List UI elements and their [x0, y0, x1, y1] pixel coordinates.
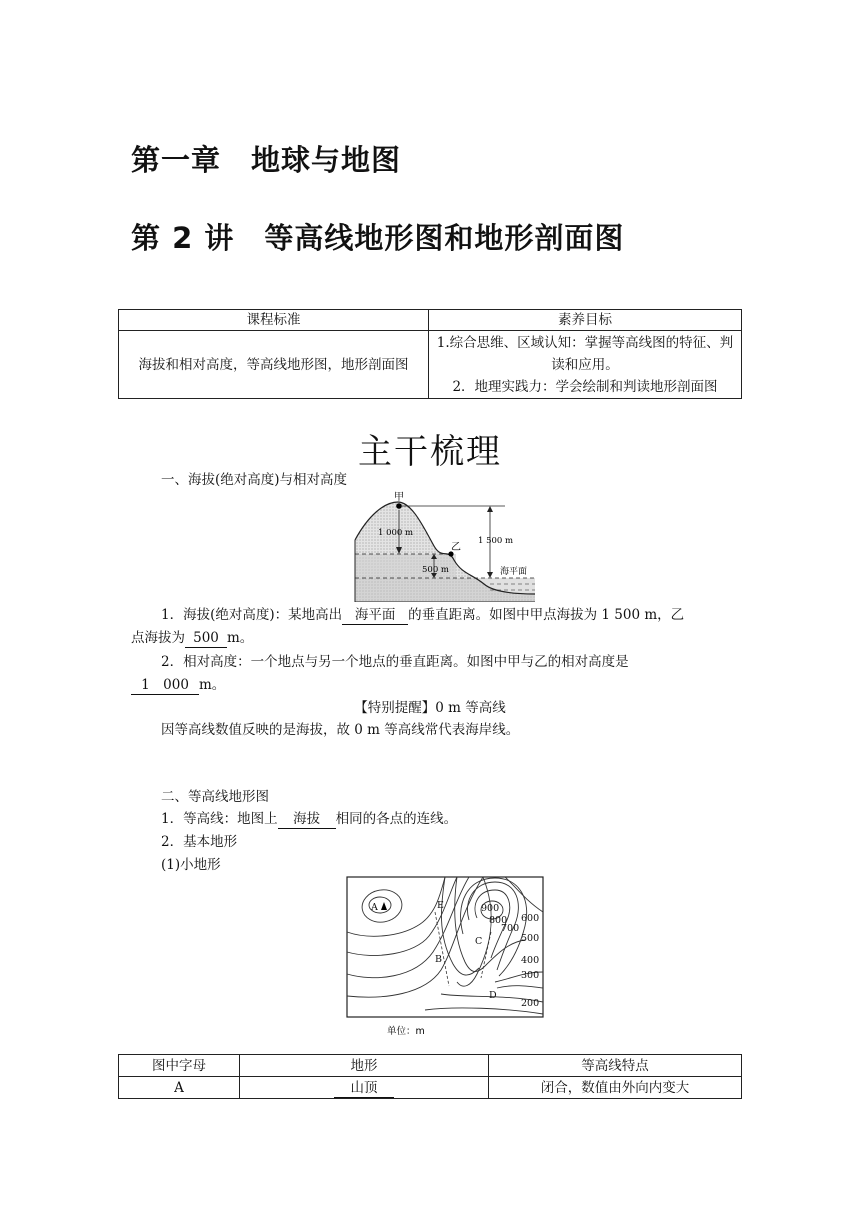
goals-cell	[429, 331, 742, 399]
tip-text: 因等高线数值反映的是海拔，故 0 m 等高线常代表海岸线。	[161, 722, 520, 738]
blank-sea-level: 海平面	[342, 607, 408, 625]
section-1-heading: 一、海拔(绝对高度)与相对高度	[161, 472, 348, 488]
s1-para-2-line-2	[131, 674, 225, 696]
altitude-figure	[350, 488, 546, 602]
s1-p1-a: 1．海拔(绝对高度)：某地高出	[161, 607, 343, 623]
section-2-heading: 二、等高线地形图	[161, 789, 269, 805]
map-label-900: 900	[481, 903, 500, 914]
table-cell-feature: 闭合，数值由外向内变大	[489, 1077, 742, 1099]
blank-peak: 山顶	[334, 1080, 394, 1098]
blank-500: 500	[185, 630, 227, 648]
table-header-landform: 地形	[240, 1055, 489, 1077]
standards-table	[118, 309, 742, 399]
map-label-300: 300	[521, 970, 540, 981]
table-header-letter: 图中字母	[119, 1055, 240, 1077]
s1-p1-d: m。	[227, 630, 254, 646]
s2-p1-a: 1．等高线：地图上	[161, 811, 278, 827]
s1-p1-c: 点海拔为	[131, 630, 185, 646]
s2-para-1	[161, 808, 457, 830]
s1-para-1-line-2	[131, 627, 253, 649]
s1-p1-b: 的垂直距离。如图中甲点海拔为 1 500 m，乙	[408, 607, 685, 623]
tip-title: 【特别提醒】0 m 等高线	[354, 700, 506, 716]
s2-p1-b: 相同的各点的连线。	[335, 811, 458, 827]
map-label-800: 800	[489, 915, 508, 926]
label-sea-level: 海平面	[500, 567, 528, 577]
landform-table	[118, 1054, 742, 1099]
label-yi: 乙	[451, 542, 461, 553]
goals-header: 素养目标	[429, 310, 742, 331]
label-1000m: 1 000 m	[378, 528, 414, 538]
blank-1000: 1 000	[131, 677, 199, 695]
s2-para-3: (1)小地形	[161, 857, 221, 873]
map-label-B: B	[435, 954, 442, 965]
label-1500m: 1 500 m	[478, 536, 514, 546]
chapter-title: 第一章 地球与地图	[131, 143, 402, 177]
map-label-500: 500	[521, 933, 540, 944]
s1-p2-b: m。	[199, 677, 226, 693]
goal-1: 1.综合思维、区域认知：掌握等高线图的特征、判读和应用。	[436, 334, 734, 373]
map-unit: 单位：m	[387, 1026, 425, 1037]
table-header-feature: 等高线特点	[489, 1055, 742, 1077]
section-main-title: 主干梳理	[358, 432, 502, 472]
s1-para-1-line-1	[161, 604, 684, 626]
map-label-400: 400	[521, 955, 540, 966]
standards-header: 课程标准	[119, 310, 429, 331]
map-label-700: 700	[501, 923, 520, 934]
table-row	[119, 1077, 742, 1099]
goal-2: 2．地理实践力：学会绘制和判读地形剖面图	[452, 378, 718, 395]
table-cell-landform	[240, 1077, 489, 1099]
map-label-600: 600	[521, 913, 540, 924]
s1-para-2: 2．相对高度：一个地点与另一个地点的垂直距离。如图中甲与乙的相对高度是	[161, 654, 629, 670]
label-jia: 甲	[394, 492, 404, 503]
map-label-E: E	[437, 900, 444, 911]
map-label-200: 200	[521, 998, 540, 1009]
contour-map	[345, 874, 545, 1042]
label-500m: 500 m	[422, 565, 449, 575]
s2-para-2: 2．基本地形	[161, 834, 238, 850]
blank-altitude: 海拔	[278, 811, 336, 829]
map-label-A: A	[371, 902, 378, 913]
map-label-C: C	[475, 936, 483, 947]
standards-cell: 海拔和相对高度，等高线地形图，地形剖面图	[119, 331, 429, 399]
point-jia-marker	[396, 503, 402, 509]
map-label-D: D	[489, 990, 497, 1001]
lesson-title: 第 2 讲 等高线地形图和地形剖面图	[131, 221, 625, 255]
table-cell-letter: A	[119, 1077, 240, 1099]
